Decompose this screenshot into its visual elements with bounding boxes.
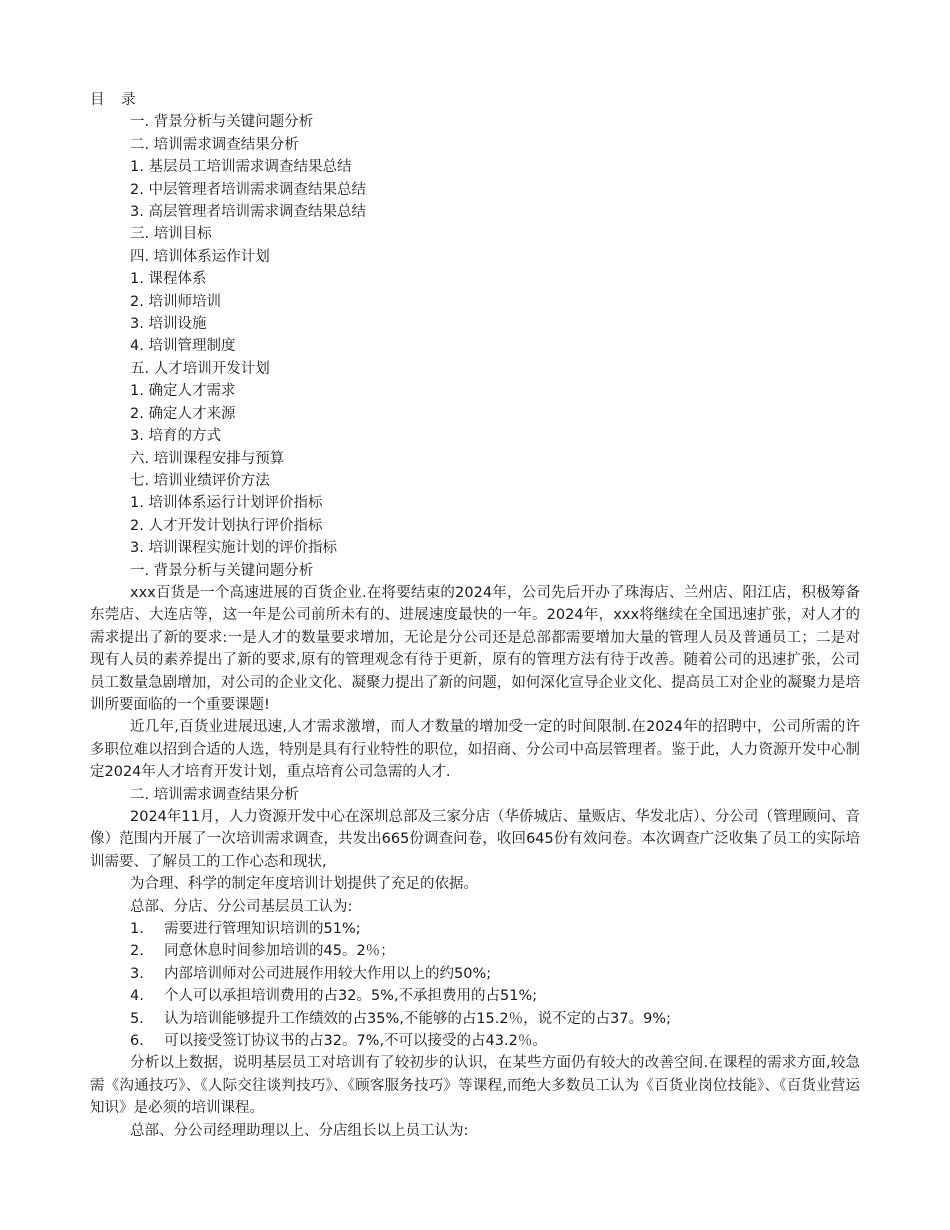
list-number: 2.	[130, 943, 144, 960]
toc-item: 3. 培训设施	[130, 316, 207, 333]
toc-item: 2. 人才开发计划执行评价指标	[130, 517, 323, 534]
toc-title: 目 录	[90, 92, 142, 108]
list-item	[90, 1008, 860, 1030]
toc-item: 2. 培训师培训	[130, 293, 221, 310]
toc-item: 七. 培训业绩评价方法	[130, 472, 270, 489]
section-heading: 一. 背景分析与关键问题分析	[130, 562, 314, 579]
list-item	[90, 940, 860, 962]
list-text: 需要进行管理知识培训的51%;	[164, 921, 361, 938]
toc-item: 3. 高层管理者培训需求调查结果总结	[130, 204, 366, 221]
toc-item: 四. 培训体系运作计划	[130, 248, 270, 265]
toc-item: 三. 培训目标	[130, 226, 212, 243]
list-text: 同意休息时间参加培训的45。2％；	[164, 943, 395, 960]
list-number: 4.	[130, 988, 144, 1005]
list-text: 认为培训能够提升工作绩效的占35%,不能够的占15.2％，说不定的占37。9%;	[164, 1010, 671, 1027]
toc-item: 1. 确定人才需求	[130, 383, 236, 400]
toc-item: 3. 培育的方式	[130, 428, 221, 445]
list-number: 3.	[130, 965, 144, 982]
body-paragraph: 分析以上数据，说明基层员工对培训有了较初步的认识，在某些方面仍有较大的改善空间.在课程的需求方面,较急需《沟通技巧》、《人际交往谈判技巧》、《顾客服务技巧》等课程,而绝大多数员工认为《百货业岗位技能》、《百货业营运知识》是必须的培训课程。	[90, 1055, 860, 1117]
toc-item: 2. 确定人才来源	[130, 405, 236, 422]
toc-item: 五. 人才培训开发计划	[130, 360, 270, 377]
list-item	[90, 985, 860, 1007]
body-paragraph: xxx百货是一个高速进展的百货企业.在将要结束的2024年，公司先后开办了珠海店、兰州店、阳江店，积极筹备东莞店、大连店等，这一年是公司前所未有的、进展速度最快的一年。2024年，xxx将继续在全国迅速扩张，对人才的需求提出了新的要求:一是人才的数量要求增加，无论是分公司还是总部都需要增加大量的管理人员及普通员工；二是对现有人员的素养提出了新的要求,原有的管理观念有待于更新，原有的管理方法有待于改善。随着公司的迅速扩张，公司员工数量急剧增加，对公司的企业文化、凝聚力提出了新的问题，如何深化宣导企业文化、提高员工对企业的凝聚力是培训所要面临的一个重要课题!	[90, 584, 860, 713]
toc-item: 3. 培训课程实施计划的评价指标	[130, 540, 337, 557]
toc-item: 1. 课程体系	[130, 271, 207, 288]
list-text: 内部培训师对公司进展作用较大作用以上的约50%;	[164, 965, 492, 982]
list-number: 1.	[130, 921, 144, 938]
body-paragraph: 2024年11月，人力资源开发中心在深圳总部及三家分店（华侨城店、量贩店、华发北店）、分公司（管理顾问、音像）范围内开展了一次培训需求调查，共发出665份调查问卷，收回645份有效问卷。本次调查广泛收集了员工的实际培训需要、了解员工的工作心态和现状,	[90, 809, 860, 870]
list-text: 个人可以承担培训费用的占32。5%,不承担费用的占51%;	[164, 988, 538, 1005]
body-paragraph: 近几年,百货业进展迅速,人才需求激增，而人才数量的增加受一定的时间限制.在2024年的招聘中，公司所需的许多职位难以招到合适的人选，特别是具有行业特性的职位，如招商、分公司中高层管理者。鉴于此，人力资源开发中心制定2024年人才培育开发计划，重点培育公司急需的人才.	[90, 719, 860, 781]
list-item	[90, 963, 860, 985]
section-heading: 二. 培训需求调查结果分析	[130, 786, 299, 803]
list-item	[90, 918, 860, 940]
toc-item: 4. 培训管理制度	[130, 338, 236, 355]
list-number: 5.	[130, 1010, 144, 1027]
toc-item: 1. 基层员工培训需求调查结果总结	[130, 159, 352, 176]
toc-item: 六. 培训课程安排与预算	[130, 450, 285, 467]
toc-item: 2. 中层管理者培训需求调查结果总结	[130, 181, 366, 198]
list-text: 可以接受签订协议书的占32。7%,不可以接受的占43.2％。	[164, 1033, 547, 1050]
toc-item: 1. 培训体系运行计划评价指标	[130, 495, 323, 512]
toc-item: 一. 背景分析与关键问题分析	[130, 114, 314, 131]
toc-item: 二. 培训需求调查结果分析	[130, 136, 299, 153]
body-paragraph: 为合理、科学的制定年度培训计划提供了充足的依据。	[130, 876, 478, 893]
body-paragraph: 总部、分店、分公司基层员工认为:	[130, 898, 353, 915]
body-paragraph: 总部、分公司经理助理以上、分店组长以上员工认为:	[130, 1122, 469, 1139]
list-item	[90, 1030, 860, 1052]
list-number: 6.	[130, 1033, 144, 1050]
